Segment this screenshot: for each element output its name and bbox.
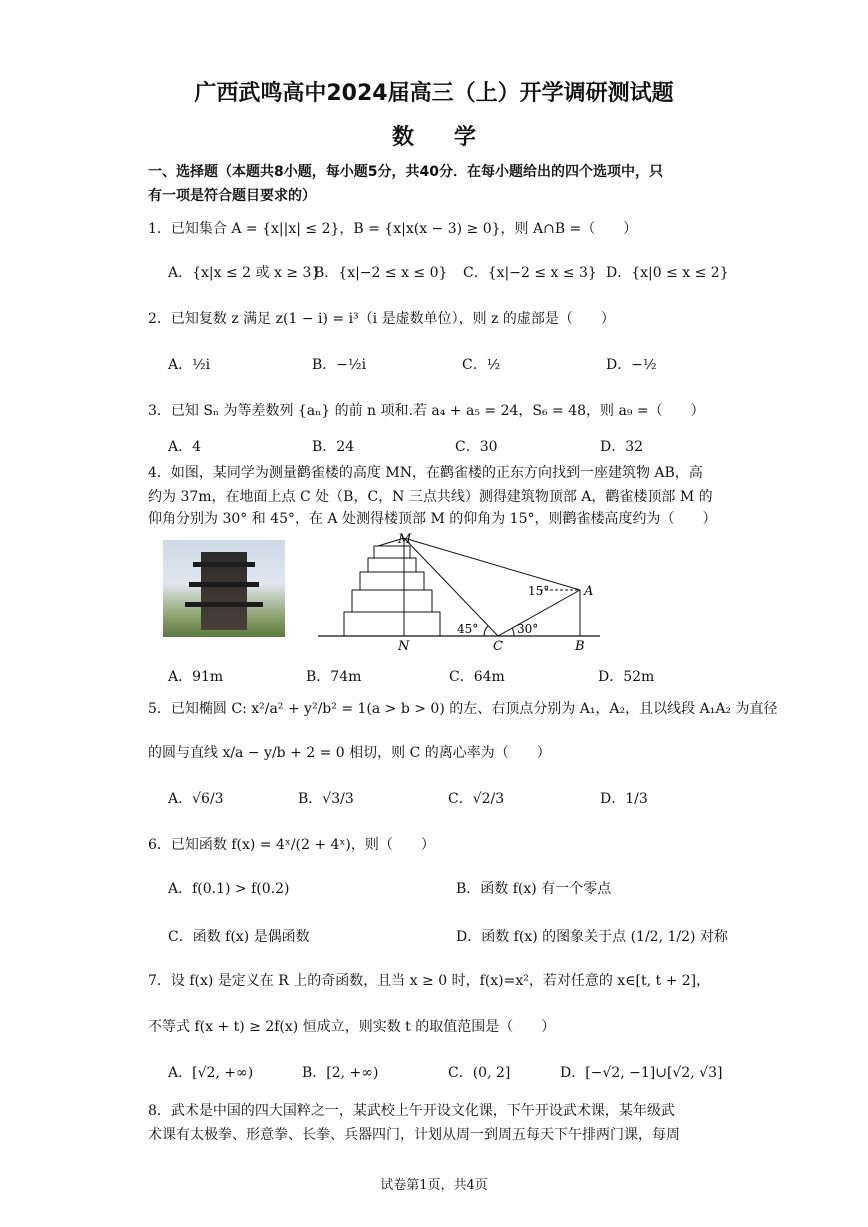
line-MA bbox=[404, 538, 580, 590]
question-2-stem: 2．已知复数 z 满足 z(1 − i) = i³（i 是虚数单位），则 z 的虚部是（ ） bbox=[148, 311, 615, 327]
question-3-stem: 3．已知 Sₙ 为等差数列 {aₙ} 的前 n 项和.若 a₄ + a₅ = 24，S₆ = 48，则 a₉ =（ ） bbox=[148, 403, 705, 419]
tower-photo bbox=[163, 540, 285, 637]
line-MC bbox=[404, 538, 498, 636]
question-5-option-b: B．√3/3 bbox=[298, 791, 354, 807]
question-5-option-c: C．√2/3 bbox=[448, 791, 505, 807]
angle-label-15: 15° bbox=[528, 584, 550, 598]
question-4-stem-line3: 仰角分别为 30° 和 45°，在 A 处测得楼顶部 M 的仰角为 15°，则鹳雀楼高度约为（ ） bbox=[148, 511, 717, 527]
angle-30-arc bbox=[512, 628, 514, 636]
question-5-stem-line2: 的圆与直线 x/a − y/b + 2 = 0 相切，则 C 的离心率为（ ） bbox=[148, 745, 551, 761]
question-1-stem: 1．已知集合 A = {x||x| ≤ 2}，B = {x|x(x − 3) ≥ 0}，则 A∩B =（ ） bbox=[148, 221, 638, 237]
question-2-option-c: C．½ bbox=[462, 357, 501, 373]
question-6-option-a: A．f(0.1) > f(0.2) bbox=[168, 881, 290, 897]
tower-tier-4 bbox=[368, 558, 416, 572]
question-2-option-a: A．½i bbox=[168, 357, 211, 373]
section-header-line1: 一、选择题（本题共8小题，每小题5分，共40分．在每小题给出的四个选项中，只 bbox=[148, 164, 663, 180]
question-4-option-a: A．91m bbox=[168, 669, 224, 685]
label-M: M bbox=[398, 532, 412, 547]
pagoda-roof-3 bbox=[185, 602, 263, 607]
tower-tier-2 bbox=[352, 590, 432, 612]
question-5-option-d: D．1/3 bbox=[600, 791, 648, 807]
subject-heading: 数学 bbox=[391, 125, 516, 150]
angle-label-30: 30° bbox=[517, 622, 539, 636]
question-3-option-d: D．32 bbox=[600, 439, 644, 455]
question-6-option-c: C．函数 f(x) 是偶函数 bbox=[168, 929, 310, 945]
question-1-option-d: D．{x|0 ≤ x ≤ 2} bbox=[606, 265, 729, 281]
label-N: N bbox=[398, 639, 410, 652]
tower-tier-1 bbox=[344, 612, 440, 636]
question-7-option-c: C．(0, 2] bbox=[448, 1065, 511, 1081]
tower-tier-3 bbox=[360, 572, 424, 590]
question-2-option-d: D．−½ bbox=[606, 357, 657, 373]
label-B: B bbox=[575, 639, 585, 652]
question-3-option-b: B．24 bbox=[312, 439, 355, 455]
question-7-option-a: A．[√2, +∞) bbox=[168, 1065, 254, 1081]
angle-label-45: 45° bbox=[457, 622, 479, 636]
question-4-option-b: B．74m bbox=[306, 669, 362, 685]
question-4-stem-line2: 约为 37m，在地面上点 C 处（B，C，N 三点共线）测得建筑物顶部 A，鹳雀楼顶部 M 的 bbox=[148, 489, 713, 505]
section-header-line2: 有一项是符合题目要求的） bbox=[148, 188, 316, 204]
label-C: C bbox=[493, 639, 503, 652]
question-4-option-d: D．52m bbox=[598, 669, 655, 685]
page-footer: 试卷第1页，共4页 bbox=[380, 1178, 488, 1193]
question-6-option-d: D．函数 f(x) 的图象关于点 (1/2, 1/2) 对称 bbox=[456, 929, 728, 945]
angle-45-arc bbox=[484, 626, 488, 636]
tower-tier-5 bbox=[374, 546, 410, 558]
question-4-stem-line1: 4．如图，某同学为测量鹳雀楼的高度 MN，在鹳雀楼的正东方向找到一座建筑物 AB，高 bbox=[148, 465, 703, 481]
label-A: A bbox=[584, 584, 594, 599]
exam-title: 广西武鸣高中2024届高三（上）开学调研测试题 bbox=[194, 81, 674, 106]
question-8-stem-line2: 术课有太极拳、形意拳、长拳、兵器四门，计划从周一到周五每天下午排两门课，每周 bbox=[148, 1127, 680, 1143]
question-5-stem-line1: 5．已知椭圆 C: x²/a² + y²/b² = 1(a > b > 0) 的左、右顶点分别为 A₁，A₂，且以线段 A₁A₂ 为直径 bbox=[148, 701, 778, 717]
question-5-option-a: A．√6/3 bbox=[168, 791, 224, 807]
question-3-option-a: A．4 bbox=[168, 439, 202, 455]
question-7-stem-line1: 7．设 f(x) 是定义在 R 上的奇函数，且当 x ≥ 0 时，f(x)=x²，若对任意的 x∈[t, t + 2]， bbox=[148, 973, 711, 989]
question-1-option-c: C．{x|−2 ≤ x ≤ 3} bbox=[463, 265, 597, 281]
question-8-stem-line1: 8．武术是中国的四大国粹之一，某武校上午开设文化课，下午开设武术课，某年级武 bbox=[148, 1103, 675, 1119]
question-7-option-d: D．[−√2, −1]∪[√2, √3] bbox=[560, 1065, 723, 1081]
question-3-option-c: C．30 bbox=[455, 439, 498, 455]
question-2-option-b: B．−½i bbox=[312, 357, 367, 373]
question-7-option-b: B．[2, +∞) bbox=[302, 1065, 379, 1081]
pagoda-roof-2 bbox=[189, 582, 259, 587]
question-4-option-c: C．64m bbox=[449, 669, 505, 685]
tower-diagram bbox=[318, 532, 600, 652]
question-1-option-a: A．{x|x ≤ 2 或 x ≥ 3} bbox=[168, 265, 321, 281]
question-6-stem: 6．已知函数 f(x) = 4ˣ/(2 + 4ˣ)，则（ ） bbox=[148, 837, 435, 853]
question-1-option-b: B．{x|−2 ≤ x ≤ 0} bbox=[314, 265, 448, 281]
question-6-option-b: B．函数 f(x) 有一个零点 bbox=[456, 881, 612, 897]
pagoda-roof-1 bbox=[193, 562, 255, 567]
question-7-stem-line2: 不等式 f(x + t) ≥ 2f(x) 恒成立，则实数 t 的取值范围是（ ） bbox=[148, 1019, 556, 1035]
